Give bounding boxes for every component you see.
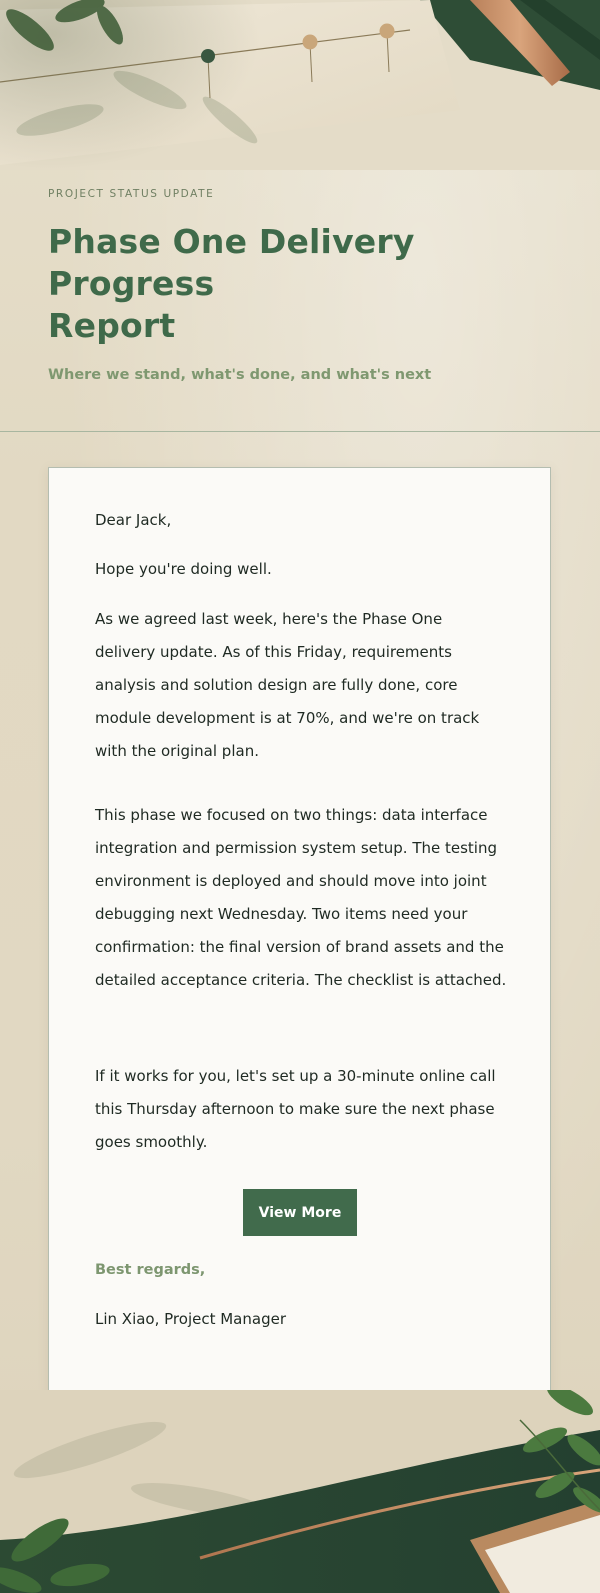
signoff-text: Best regards, [95, 1262, 206, 1278]
footer-decoration-image [0, 1390, 600, 1593]
view-more-button[interactable]: View More [243, 1189, 357, 1236]
eyebrow-label: PROJECT STATUS UPDATE [48, 188, 215, 200]
opening-text: Hope you're doing well. [95, 560, 272, 578]
greeting-text: Dear Jack, [95, 511, 172, 529]
header-decoration-image [0, 0, 600, 170]
title-line-1: Phase One Delivery Progress [48, 222, 415, 303]
title-line-2: Report [48, 306, 176, 345]
paragraph-progress: As we agreed last week, here's the Phase One delivery update. As of this Friday, requirements analysis and solution design are fully done, core module development is at 70%, and we're on track with the original plan. [95, 610, 480, 760]
header-divider [0, 431, 600, 432]
page-subtitle: Where we stand, what's done, and what's next [48, 367, 432, 383]
email-header [48, 188, 568, 383]
letter-card [48, 467, 551, 1397]
page-title [48, 221, 568, 347]
paragraph-meeting: If it works for you, let's set up a 30-minute online call this Thursday afternoon to make sure the next phase goes smoothly. [95, 1067, 496, 1151]
paragraph-focus: This phase we focused on two things: data interface integration and permission system setup. The testing environment is deployed and should move into joint debugging next Wednesday. Two items need your confirmation: the final version of brand assets and the detailed acceptance criteria. The checklist is attached. [95, 806, 507, 989]
signature-text: Lin Xiao, Project Manager [95, 1310, 286, 1328]
